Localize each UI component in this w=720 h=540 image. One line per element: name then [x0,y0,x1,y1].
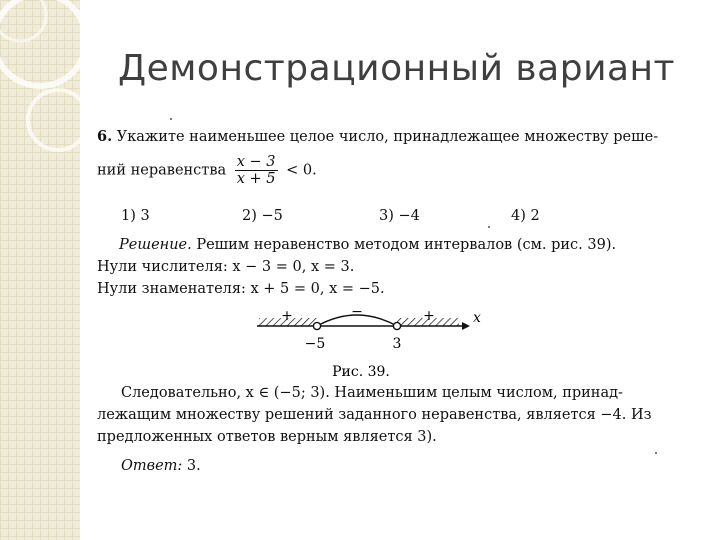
option-3: 3) −4 [379,208,420,224]
problem-line-1 [97,128,658,145]
sign-right: + [423,308,435,324]
problem-line-2 [97,154,317,187]
point-right-label: 3 [392,336,402,352]
figure-caption: Рис. 39. [332,364,390,380]
scan-speck [488,226,490,228]
point-left-label: −5 [304,336,326,352]
fraction-numerator: x − 3 [236,154,276,170]
numerator-zeros: Нули числителя: x − 3 = 0, x = 3. [97,259,355,275]
conclusion-line-3: предложенных ответов верным является 3). [97,429,437,445]
inequality-fraction [235,154,278,187]
number-line-svg [257,306,517,386]
decorative-left-strip [0,0,80,540]
problem-number: 6. [97,128,113,145]
solution-heading: Решение. [119,237,192,253]
sign-middle: − [351,306,363,320]
solution-line [119,237,616,253]
axis-arrow [462,322,470,330]
fraction-denominator: x + 5 [236,171,276,187]
axis-label: x [473,310,481,326]
scan-speck [170,118,172,120]
sign-left: + [281,308,293,324]
decorative-circles [0,0,80,540]
option-4: 4) 2 [511,208,540,224]
answer-value: 3. [186,458,201,474]
slide-title: Демонстрационный вариант [118,48,676,89]
answer-line [121,458,201,474]
open-point-right [393,322,400,329]
open-point-left [313,322,320,329]
answer-label: Ответ: [121,458,183,474]
denominator-zeros: Нули знаменателя: x + 5 = 0, x = −5. [97,281,385,297]
inequality-relation: < 0. [286,162,317,179]
conclusion-line-2: лежащим множеству решений заданного неравенства, является −4. Из [97,407,652,423]
scan-speck [655,452,657,454]
option-1: 1) 3 [121,208,150,224]
problem-text-1: Укажите наименьшее целое число, принадлежащее множеству реше- [116,129,659,145]
problem-text-2: ний неравенства [97,162,227,179]
number-line-figure [257,306,517,390]
conclusion-line-1: Следовательно, x ∈ (−5; 3). Наименьшим целым числом, принад- [121,385,623,401]
option-2: 2) −5 [242,208,283,224]
solution-intro: Решим неравенство методом интервалов (см. рис. 39). [196,237,617,253]
